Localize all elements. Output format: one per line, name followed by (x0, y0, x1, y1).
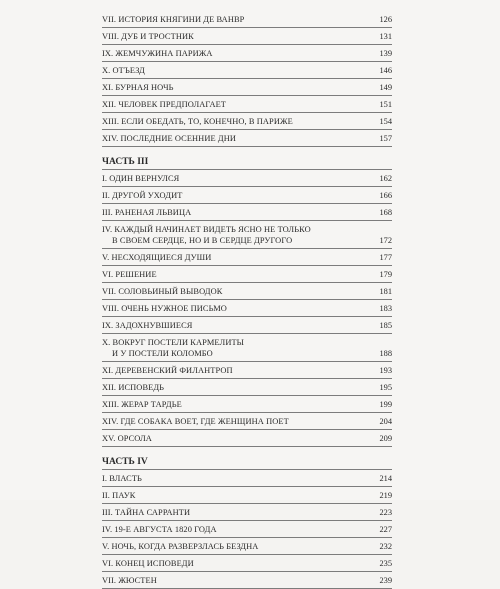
chapter-title-line: VII. ИСТОРИЯ КНЯГИНИ ДЕ ВАНВР (102, 15, 245, 24)
chapter-title-line: XIII. ЖЕРАР ТАРДЬЕ (102, 400, 182, 409)
table-of-contents (102, 11, 392, 589)
page-number: 223 (379, 508, 392, 517)
chapter-title-line: VIII. ДУБ И ТРОСТНИК (102, 32, 194, 41)
chapter-title (102, 320, 366, 331)
toc-entry[interactable] (102, 187, 392, 204)
chapter-title (102, 473, 366, 484)
chapter-title (102, 65, 366, 76)
chapter-title-line: I. ВЛАСТЬ (102, 474, 142, 483)
toc-entry[interactable] (102, 334, 392, 362)
page-number: 193 (379, 366, 392, 375)
toc-entry[interactable] (102, 379, 392, 396)
chapter-title (102, 433, 366, 444)
chapter-title (102, 14, 366, 25)
toc-entry[interactable] (102, 204, 392, 221)
chapter-title (102, 575, 366, 586)
chapter-title (102, 365, 366, 376)
chapter-title-line: I. ОДИН ВЕРНУЛСЯ (102, 174, 180, 183)
toc-entry[interactable] (102, 487, 392, 504)
toc-entry[interactable] (102, 130, 392, 147)
page-number: 157 (379, 134, 392, 143)
chapter-title-line: XI. ДЕРЕВЕНСКИЙ ФИЛАНТРОП (102, 366, 233, 375)
chapter-title-line: VII. СОЛОВЬИНЫЙ ВЫВОДОК (102, 287, 223, 296)
chapter-title-line: X. ВОКРУГ ПОСТЕЛИ КАРМЕЛИТЫ (102, 338, 245, 347)
chapter-title (102, 82, 366, 93)
page-number: 139 (379, 49, 392, 58)
page-number: 185 (379, 321, 392, 330)
page-number: 232 (379, 542, 392, 551)
page-number: 183 (379, 304, 392, 313)
chapter-title (102, 416, 366, 427)
chapter-title (102, 224, 366, 246)
chapter-title-line: XIV. ГДЕ СОБАКА ВОЕТ, ГДЕ ЖЕНЩИНА ПОЕТ (102, 417, 289, 426)
chapter-title (102, 99, 366, 110)
chapter-title-line: VIII. ОЧЕНЬ НУЖНОЕ ПИСЬМО (102, 304, 227, 313)
chapter-title (102, 133, 366, 144)
toc-entry[interactable] (102, 470, 392, 487)
chapter-title (102, 207, 366, 218)
chapter-title-line: XI. БУРНАЯ НОЧЬ (102, 83, 174, 92)
chapter-title-line: VII. ЖЮСТЕН (102, 576, 157, 585)
chapter-title (102, 116, 366, 127)
page-number: 179 (379, 270, 392, 279)
toc-entry[interactable] (102, 317, 392, 334)
chapter-title-line: V. НОЧЬ, КОГДА РАЗВЕРЗЛАСЬ БЕЗДНА (102, 542, 259, 551)
page-number: 239 (379, 576, 392, 585)
page-number: 195 (379, 383, 392, 392)
page-number: 166 (379, 191, 392, 200)
toc-entry[interactable] (102, 113, 392, 130)
chapter-title (102, 541, 366, 552)
toc-entry[interactable] (102, 396, 392, 413)
page-number: 209 (379, 434, 392, 443)
chapter-title-line: XIV. ПОСЛЕДНИЕ ОСЕННИЕ ДНИ (102, 134, 236, 143)
page-number: 177 (379, 253, 392, 262)
chapter-title-line: II. ПАУК (102, 491, 136, 500)
chapter-title-line: XIII. ЕСЛИ ОБЕДАТЬ, ТО, КОНЕЧНО, В ПАРИЖЕ (102, 117, 293, 126)
chapter-title-line: III. РАНЕНАЯ ЛЬВИЦА (102, 208, 192, 217)
toc-entry[interactable] (102, 555, 392, 572)
toc-entry[interactable] (102, 572, 392, 589)
chapter-title-line: V. НЕСХОДЯЩИЕСЯ ДУШИ (102, 253, 212, 262)
toc-entry[interactable] (102, 249, 392, 266)
toc-entry[interactable] (102, 283, 392, 300)
chapter-title-line: VI. КОНЕЦ ИСПОВЕДИ (102, 559, 194, 568)
chapter-title-line: IX. ЖЕМЧУЖИНА ПАРИЖА (102, 49, 213, 58)
chapter-title-line: XV. ОРСОЛА (102, 434, 152, 443)
chapter-title (102, 337, 366, 359)
page-number: 149 (379, 83, 392, 92)
page-number: 126 (379, 15, 392, 24)
chapter-title (102, 399, 366, 410)
chapter-title-line: X. ОТЪЕЗД (102, 66, 145, 75)
chapter-title-line: XII. ЧЕЛОВЕК ПРЕДПОЛАГАЕТ (102, 100, 227, 109)
page-number: 151 (379, 100, 392, 109)
chapter-title-line: IV. КАЖДЫЙ НАЧИНАЕТ ВИДЕТЬ ЯСНО НЕ ТОЛЬКО (102, 225, 311, 234)
toc-entry[interactable] (102, 170, 392, 187)
chapter-title-continuation: И У ПОСТЕЛИ КОЛОМБО (112, 349, 213, 358)
chapter-title-line: IV. 19-Е АВГУСТА 1820 ГОДА (102, 525, 217, 534)
page-number: 154 (379, 117, 392, 126)
toc-entry[interactable] (102, 266, 392, 283)
page-number: 214 (379, 474, 392, 483)
page-number: 172 (379, 236, 392, 245)
chapter-title (102, 507, 366, 518)
chapter-title-line: VI. РЕШЕНИЕ (102, 270, 157, 279)
page-number: 204 (379, 417, 392, 426)
toc-entry[interactable] (102, 538, 392, 555)
chapter-title (102, 31, 366, 42)
chapter-title-line: III. ТАЙНА САРРАНТИ (102, 508, 191, 517)
chapter-title-continuation: В СВОЕМ СЕРДЦЕ, НО И В СЕРДЦЕ ДРУГОГО (112, 236, 293, 245)
toc-entry[interactable] (102, 521, 392, 538)
chapter-title (102, 382, 366, 393)
chapter-title (102, 269, 366, 280)
page-number: 235 (379, 559, 392, 568)
toc-entry[interactable] (102, 96, 392, 113)
page-number: 168 (379, 208, 392, 217)
chapter-title-line: IX. ЗАДОХНУВШИЕСЯ (102, 321, 193, 330)
toc-entry[interactable] (102, 28, 392, 45)
page-number: 146 (379, 66, 392, 75)
page-number: 162 (379, 174, 392, 183)
toc-entry[interactable] (102, 362, 392, 379)
page-number: 131 (379, 32, 392, 41)
toc-entry[interactable] (102, 62, 392, 79)
chapter-title (102, 286, 366, 297)
toc-entry[interactable] (102, 11, 392, 28)
chapter-title (102, 303, 366, 314)
part-heading: ЧАСТЬ IV (102, 447, 392, 470)
chapter-title (102, 173, 366, 184)
part-heading: ЧАСТЬ III (102, 147, 392, 170)
page-number: 181 (379, 287, 392, 296)
chapter-title (102, 524, 366, 535)
toc-entry[interactable] (102, 45, 392, 62)
chapter-title-line: II. ДРУГОЙ УХОДИТ (102, 191, 183, 200)
toc-entry[interactable] (102, 79, 392, 96)
page-number: 219 (379, 491, 392, 500)
chapter-title (102, 48, 366, 59)
chapter-title (102, 558, 366, 569)
toc-entry[interactable] (102, 430, 392, 447)
toc-entry[interactable] (102, 413, 392, 430)
toc-entry[interactable] (102, 504, 392, 521)
page-number: 188 (379, 349, 392, 358)
chapter-title (102, 190, 366, 201)
page-number: 227 (379, 525, 392, 534)
toc-entry[interactable] (102, 221, 392, 249)
chapter-title-line: XII. ИСПОВЕДЬ (102, 383, 165, 392)
page-number: 199 (379, 400, 392, 409)
chapter-title (102, 490, 366, 501)
chapter-title (102, 252, 366, 263)
toc-entry[interactable] (102, 300, 392, 317)
